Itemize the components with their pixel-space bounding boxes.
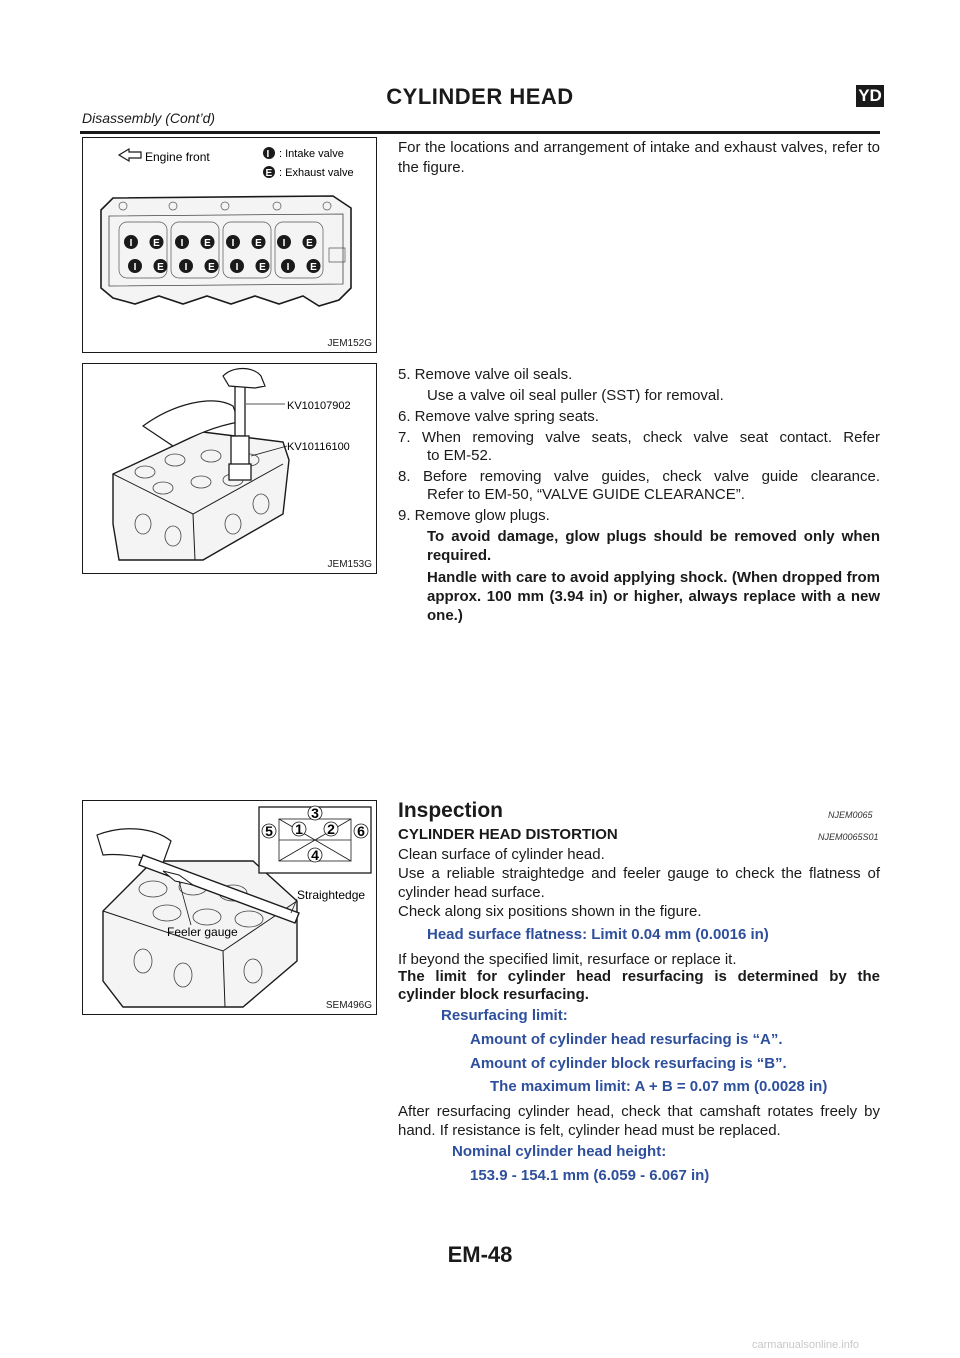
- oil-seal-puller-illustration: [83, 364, 376, 573]
- svg-text:E: E: [265, 168, 273, 179]
- valve-marker-label: E: [157, 262, 164, 273]
- position-marker-label: 1: [295, 821, 303, 837]
- figure-code: JEM153G: [327, 559, 372, 570]
- svg-text:I: I: [266, 149, 270, 160]
- valve-marker-label: I: [129, 238, 133, 249]
- valve-marker-label: I: [235, 262, 239, 273]
- step-9: 9. Remove glow plugs.: [398, 507, 550, 524]
- tool2-label: KV10116100: [287, 441, 350, 453]
- inspection-p1: Clean surface of cylinder head.: [398, 846, 605, 863]
- intro-paragraph: For the locations and arrangement of intake and exhaust valves, refer to the figure.: [398, 139, 880, 176]
- step-7-line2: to EM-52.: [427, 447, 493, 464]
- nominal-height-value: 153.9 - 154.1 mm (6.059 - 6.067 in): [470, 1167, 710, 1184]
- step-8-line1: 8. Before removing valve guides, check valve guide clearance.: [398, 468, 880, 485]
- step-5: 5. Remove valve oil seals.: [398, 366, 573, 383]
- valve-marker-label: I: [286, 262, 290, 273]
- step-6: 6. Remove valve spring seats.: [398, 408, 599, 425]
- exhaust-legend: : Exhaust valve: [279, 167, 354, 179]
- feeler-gauge-label: Feeler gauge: [167, 925, 238, 939]
- position-marker-label: 5: [265, 823, 273, 839]
- valve-marker-label: I: [180, 238, 184, 249]
- valve-marker-label: E: [255, 238, 262, 249]
- engine-front-label: Engine front: [145, 150, 210, 164]
- inspection-p4: If beyond the specified limit, resurface or replace it.: [398, 951, 737, 968]
- inspection-ref-code: NJEM0065: [828, 810, 873, 820]
- straightedge-label: Straightedge: [297, 888, 366, 902]
- valve-marker-label: E: [306, 238, 313, 249]
- glow-plug-warning-1: To avoid damage, glow plugs should be removed only when required.: [427, 528, 880, 564]
- step-8-line2: Refer to EM-50, “VALVE GUIDE CLEARANCE”.: [427, 486, 745, 503]
- inspection-p6: After resurfacing cylinder head, check that camshaft rotates freely by hand. If resistance is felt, cylinder head must be replaced.: [398, 1103, 880, 1139]
- step-5-note: Use a valve oil seal puller (SST) for removal.: [427, 387, 724, 404]
- inspection-heading: Inspection: [398, 799, 504, 822]
- nominal-height-label: Nominal cylinder head height:: [452, 1143, 667, 1160]
- position-marker-label: 2: [327, 821, 335, 837]
- resurfacing-b: Amount of cylinder block resurfacing is “B”.: [470, 1055, 787, 1072]
- engine-front-arrow-icon: [119, 149, 141, 161]
- inspection-p3: Check along six positions shown in the figure.: [398, 903, 702, 920]
- puller-body: [231, 436, 249, 466]
- watermark: carmanualsonline.info: [752, 1339, 860, 1351]
- position-marker-label: 4: [311, 847, 319, 863]
- section-subtitle: Disassembly (Cont’d): [82, 110, 216, 126]
- valve-marker-label: I: [133, 262, 137, 273]
- inspection-p5: The limit for cylinder head resurfacing is determined by the cylinder block resurfacing.: [398, 968, 880, 1003]
- engine-badge: YD: [856, 85, 884, 107]
- straightedge-illustration: [83, 801, 376, 1014]
- page-title: CYLINDER HEAD: [386, 84, 574, 109]
- inspection-p2: Use a reliable straightedge and feeler gauge to check the flatness of cylinder head surface.: [398, 865, 880, 901]
- step-7-line1: 7. When removing valve seats, check valve seat contact. Refer: [398, 429, 880, 446]
- distortion-ref-code: NJEM0065S01: [818, 832, 879, 842]
- valve-marker-label: E: [310, 262, 317, 273]
- resurfacing-max: The maximum limit: A + B = 0.07 mm (0.0028 in): [490, 1078, 828, 1095]
- valve-marker-label: E: [153, 238, 160, 249]
- position-marker-label: 3: [311, 805, 319, 821]
- valve-marker-label: E: [259, 262, 266, 273]
- valve-marker-label: I: [231, 238, 235, 249]
- header-divider: [80, 131, 880, 134]
- resurfacing-limit-label: Resurfacing limit:: [441, 1007, 568, 1024]
- valve-marker-label: E: [204, 238, 211, 249]
- figure-straightedge: [82, 800, 377, 1015]
- distortion-heading: CYLINDER HEAD DISTORTION: [398, 826, 618, 843]
- position-marker-label: 6: [357, 823, 365, 839]
- figure-code: JEM152G: [327, 338, 372, 349]
- valve-marker-label: E: [208, 262, 215, 273]
- valve-layout-illustration: [83, 138, 376, 352]
- valve-marker-label: I: [184, 262, 188, 273]
- resurfacing-a: Amount of cylinder head resurfacing is “A”.: [470, 1031, 783, 1048]
- glow-plug-warning-2: Handle with care to avoid applying shock. (When dropped from approx. 100 mm (3.94 in) or higher, always replace with a new one.): [427, 569, 880, 624]
- flatness-spec: Head surface flatness: Limit 0.04 mm (0.0016 in): [427, 926, 769, 943]
- valve-marker-label: I: [282, 238, 286, 249]
- page-number: EM-48: [447, 1242, 513, 1267]
- figure-code: SEM496G: [325, 1000, 372, 1011]
- figure-valve-layout: [82, 137, 377, 353]
- intake-legend: : Intake valve: [279, 148, 344, 160]
- figure-oil-seal-puller: [82, 363, 377, 574]
- tool1-label: KV10107902: [287, 400, 351, 412]
